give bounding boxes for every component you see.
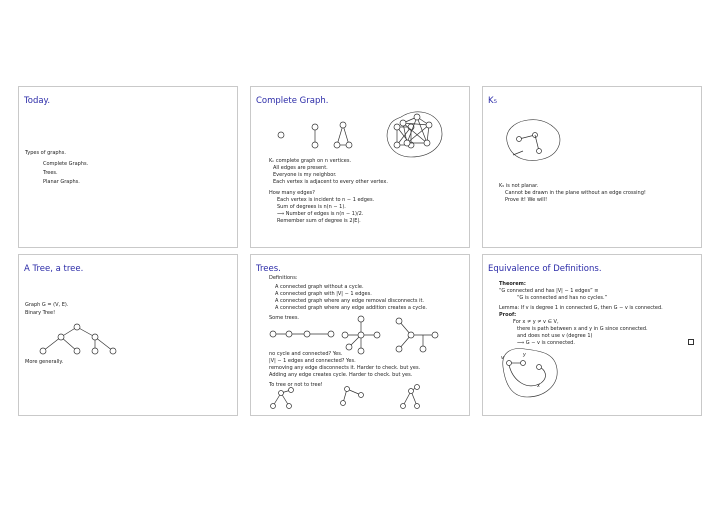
star-tree xyxy=(342,316,380,354)
slide-text: Lemma: If v is degree 1 in connected G, then G − v is connected. xyxy=(499,305,663,311)
slide-today xyxy=(18,86,238,248)
slide-text: Each vertex is incident to n − 1 edges. xyxy=(277,197,375,203)
slide-text: For x ≠ y ≠ v ∈ V, xyxy=(513,319,559,325)
slide-text: |V| − 1 edges and connected? Yes. xyxy=(269,358,356,364)
slide-text: A connected graph where any edge removal disconnects it. xyxy=(275,298,425,304)
slide-text: Prove it! We will! xyxy=(505,197,548,203)
slide-text: Graph G = (V, E). xyxy=(25,302,69,308)
slide-text: Trees. xyxy=(43,170,58,176)
slide-text: Proof: xyxy=(499,312,517,318)
slide-text: A connected graph without a cycle. xyxy=(275,284,364,290)
slide-text: Kₙ complete graph on n vertices. xyxy=(269,158,352,164)
slide-text: Cannot be drawn in the plane without an edge crossing! xyxy=(505,190,646,196)
slide-text: there is path between x and y in G since connected. xyxy=(517,326,648,332)
slide-a-tree xyxy=(18,254,238,416)
k1-graph xyxy=(278,132,284,138)
slide-text: All edges are present. xyxy=(273,165,328,171)
slide-text: How many edges? xyxy=(269,190,315,196)
slide-text: “G connected and has |V| − 1 edges” ≡ xyxy=(499,288,599,294)
slide-text: “G is connected and has no cycles.” xyxy=(517,295,608,301)
branch-tree xyxy=(396,318,438,352)
slide-text: ⟹ G − v is connected. xyxy=(517,340,575,346)
slide-text: Remember sum of degree is 2|E|. xyxy=(277,218,361,224)
slide-text: A connected graph where any edge addition creates a cycle. xyxy=(275,305,428,311)
tree-or-not-figure-1 xyxy=(271,388,294,409)
slide-text: no cycle and connected? Yes. xyxy=(269,351,343,357)
k5-figure xyxy=(483,87,701,187)
slide-text: Complete Graphs. xyxy=(43,161,89,167)
slide-text: removing any edge disconnects it. Harder to check. but yes. xyxy=(269,365,421,371)
binary-tree-figure xyxy=(19,255,237,365)
slide-text: and does not use v (degree 1) xyxy=(517,333,593,339)
slide-title: Complete Graph. xyxy=(256,96,329,106)
slide-text: Definitions: xyxy=(269,275,298,281)
slide-k5 xyxy=(482,86,702,248)
path-tree xyxy=(270,331,334,337)
slide-title: K₅ xyxy=(488,96,497,106)
k3-graph xyxy=(334,122,352,148)
tree-or-not-figure-3 xyxy=(401,385,420,409)
slide-text: More generally. xyxy=(25,359,64,365)
label-v: v xyxy=(501,355,504,361)
slide-text: Binary Tree! xyxy=(25,310,56,316)
slide-text: Types of graphs. xyxy=(25,150,66,156)
slide-text: Some trees. xyxy=(269,315,300,321)
slide-text: Sum of degrees is n(n − 1). xyxy=(277,204,346,210)
slide-text: Adding any edge creates cycle. Harder to check. but yes. xyxy=(269,372,413,378)
label-x: x xyxy=(537,383,540,389)
slide-text: K₅ is not planar. xyxy=(499,183,539,189)
slide-title: A Tree, a tree. xyxy=(24,264,84,274)
slide-title: Equivalence of Definitions. xyxy=(488,264,602,274)
slide-trees xyxy=(250,254,470,416)
label-y: y xyxy=(523,352,526,358)
slide-complete-graph xyxy=(250,86,470,248)
slide-title: Trees. xyxy=(256,264,281,274)
slide-text: Theorem: xyxy=(499,281,526,287)
equivalence-figure xyxy=(483,255,701,415)
complete-graph-figures xyxy=(251,87,469,157)
trees-figures xyxy=(251,255,469,415)
k2-graph xyxy=(312,124,318,148)
slide-equivalence xyxy=(482,254,702,416)
tree-or-not-figure-2 xyxy=(341,387,364,406)
slide-text: A connected graph with |V| − 1 edges. xyxy=(275,291,372,297)
slide-title: Today. xyxy=(24,96,51,106)
slide-text: ⟹ Number of edges is n(n − 1)/2. xyxy=(277,211,364,217)
slide-text: Everyone is my neighbor. xyxy=(273,172,337,178)
k5-graph xyxy=(387,112,442,157)
slide-text: To tree or not to tree! xyxy=(269,382,323,388)
slide-text: Each vertex is adjacent to every other vertex. xyxy=(273,179,388,185)
slide-text: Planar Graphs. xyxy=(43,179,80,185)
